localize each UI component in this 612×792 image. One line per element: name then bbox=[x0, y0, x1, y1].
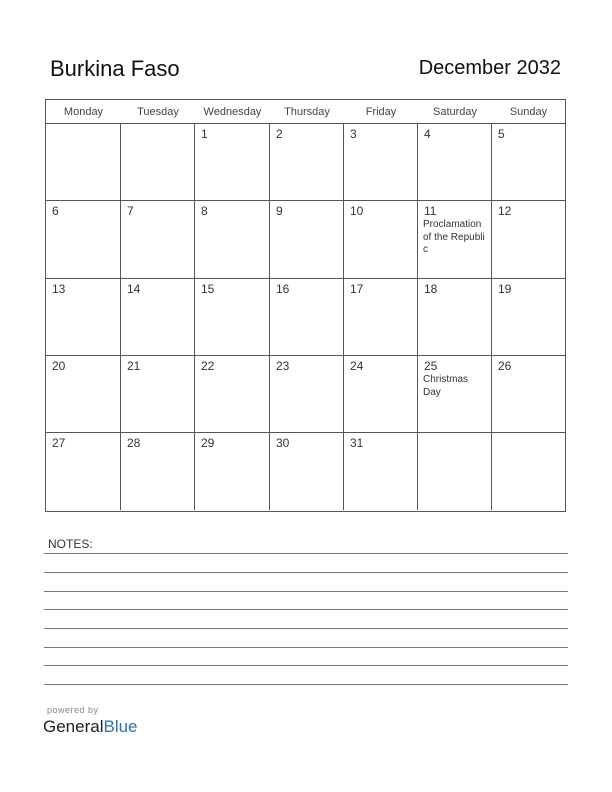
day-cell bbox=[195, 201, 270, 279]
weekday-header-thursday: Thursday bbox=[270, 100, 344, 124]
day-cell-holiday bbox=[418, 356, 492, 433]
day-cell bbox=[121, 433, 195, 510]
day-cell bbox=[492, 124, 565, 201]
day-cell-holiday bbox=[418, 201, 492, 279]
day-cell bbox=[418, 279, 492, 356]
day-number: 1 bbox=[201, 127, 208, 141]
brand-general-text: General bbox=[43, 717, 104, 736]
weekday-header-sunday: Sunday bbox=[492, 100, 565, 124]
day-cell bbox=[270, 279, 344, 356]
day-number: 29 bbox=[201, 436, 215, 450]
day-cell bbox=[195, 356, 270, 433]
day-cell bbox=[492, 279, 565, 356]
day-cell bbox=[270, 356, 344, 433]
day-number: 9 bbox=[276, 204, 283, 218]
day-cell bbox=[121, 124, 195, 201]
weekday-header-monday: Monday bbox=[46, 100, 121, 124]
notes-line bbox=[44, 647, 568, 648]
day-cell bbox=[46, 279, 121, 356]
day-cell bbox=[46, 201, 121, 279]
day-number: 15 bbox=[201, 282, 215, 296]
day-cell bbox=[344, 356, 418, 433]
day-number: 22 bbox=[201, 359, 215, 373]
day-cell bbox=[195, 279, 270, 356]
day-cell bbox=[46, 433, 121, 510]
day-number: 14 bbox=[127, 282, 141, 296]
holiday-label: Proclamation of the Republic bbox=[423, 219, 485, 255]
day-cell bbox=[46, 356, 121, 433]
notes-line bbox=[44, 665, 568, 666]
day-number: 19 bbox=[498, 282, 512, 296]
weekday-header-saturday: Saturday bbox=[418, 100, 492, 124]
day-cell bbox=[121, 356, 195, 433]
month-year-title: December 2032 bbox=[418, 57, 561, 79]
day-cell bbox=[270, 433, 344, 510]
day-number: 16 bbox=[276, 282, 290, 296]
day-number: 3 bbox=[350, 127, 357, 141]
day-number: 4 bbox=[424, 127, 431, 141]
day-cell bbox=[344, 124, 418, 201]
country-title: Burkina Faso bbox=[50, 56, 180, 81]
day-number: 23 bbox=[276, 359, 290, 373]
day-cell bbox=[344, 279, 418, 356]
notes-line bbox=[44, 591, 568, 592]
day-number: 2 bbox=[276, 127, 283, 141]
day-number: 11 bbox=[424, 204, 437, 218]
day-number: 30 bbox=[276, 436, 290, 450]
day-cell bbox=[46, 124, 121, 201]
day-number: 24 bbox=[350, 359, 364, 373]
notes-line bbox=[44, 609, 568, 610]
brand-logo[interactable] bbox=[43, 717, 138, 737]
weekday-header-wednesday: Wednesday bbox=[195, 100, 270, 124]
day-cell bbox=[270, 124, 344, 201]
day-number: 27 bbox=[52, 436, 66, 450]
day-number: 7 bbox=[127, 204, 134, 218]
day-cell bbox=[492, 433, 565, 510]
brand-blue-text: Blue bbox=[103, 717, 138, 736]
notes-line bbox=[44, 628, 568, 629]
notes-label: NOTES: bbox=[48, 537, 93, 551]
day-number: 25 bbox=[424, 359, 438, 373]
day-number: 13 bbox=[52, 282, 66, 296]
calendar-grid bbox=[45, 99, 566, 512]
day-number: 28 bbox=[127, 436, 141, 450]
powered-by-text: powered by bbox=[47, 705, 99, 715]
day-cell bbox=[195, 124, 270, 201]
holiday-label: Christmas Day bbox=[423, 374, 469, 398]
notes-line bbox=[44, 684, 568, 685]
day-cell bbox=[418, 124, 492, 201]
day-cell bbox=[344, 433, 418, 510]
day-cell bbox=[195, 433, 270, 510]
day-number: 8 bbox=[201, 204, 208, 218]
day-number: 10 bbox=[350, 204, 364, 218]
day-cell bbox=[418, 433, 492, 510]
day-cell bbox=[270, 201, 344, 279]
day-number: 5 bbox=[498, 127, 505, 141]
day-cell bbox=[492, 356, 565, 433]
day-number: 17 bbox=[350, 282, 364, 296]
day-number: 21 bbox=[127, 359, 141, 373]
weekday-header-friday: Friday bbox=[344, 100, 418, 124]
weekday-header-tuesday: Tuesday bbox=[121, 100, 195, 124]
notes-line bbox=[44, 572, 568, 573]
day-cell bbox=[121, 201, 195, 279]
day-number: 18 bbox=[424, 282, 438, 296]
day-cell bbox=[344, 201, 418, 279]
day-cell bbox=[121, 279, 195, 356]
notes-line bbox=[44, 553, 568, 554]
day-number: 20 bbox=[52, 359, 66, 373]
day-cell bbox=[492, 201, 565, 279]
day-number: 31 bbox=[350, 436, 364, 450]
day-number: 12 bbox=[498, 204, 512, 218]
day-number: 26 bbox=[498, 359, 512, 373]
day-number: 6 bbox=[52, 204, 59, 218]
